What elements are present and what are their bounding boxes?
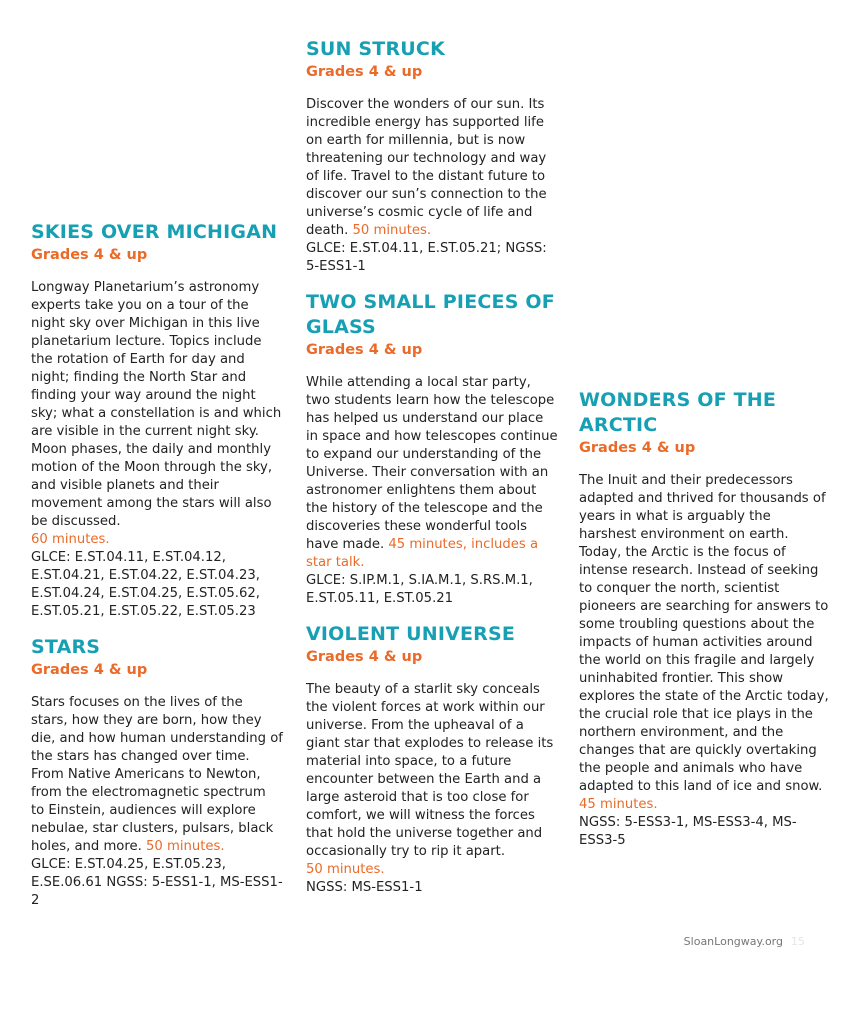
grades-label: Grades 4 & up: [31, 662, 148, 678]
section-two-small-pieces-of-glass: [306, 290, 558, 608]
grades-label: Grades 4 & up: [306, 64, 423, 80]
section-description: [31, 694, 283, 856]
grades-label: Grades 4 & up: [579, 440, 696, 456]
column-3: [579, 388, 831, 864]
standards: NGSS: 5-ESS3-1, MS-ESS3-4, MS-ESS3-5: [579, 815, 797, 848]
section-violent-universe: [306, 622, 558, 897]
section-sun-struck: [306, 37, 558, 276]
section-wonders-of-the-arctic: [579, 388, 831, 850]
standards: NGSS: MS-ESS1-1: [306, 880, 423, 895]
description-text: While attending a local star party, two students learn how the telescope has helped us understand our place in space and how telescopes continue to expand our understanding of the Universe. Their conversation with an astronomer enlightens them about the history of the telescope and the discoveries these wonderful tools have made.: [306, 375, 558, 552]
duration: 45 minutes, includes a star talk.: [306, 537, 539, 570]
description-text: Longway Planetarium’s astronomy experts take you on a tour of the night sky over Michigan in this live planetarium lecture. Topics include the rotation of Earth for day and night; finding the North Star and finding your way around the night sky; what a constellation is and which are visible in the current night sky. Moon phases, the daily and monthly motion of the Moon through the sky, and visible planets and their movement among the stars will also be discussed.: [31, 280, 282, 529]
section-skies-over-michigan: [31, 220, 283, 621]
section-description: [306, 681, 558, 879]
section-title: SKIES OVER MICHIGAN: [31, 221, 278, 243]
duration: 50 minutes.: [146, 839, 225, 854]
section-title: STARS: [31, 636, 101, 658]
duration: 60 minutes.: [31, 532, 110, 547]
section-description: [31, 279, 283, 549]
duration: 50 minutes.: [306, 862, 385, 877]
duration: 50 minutes.: [352, 223, 432, 238]
section-title: VIOLENT UNIVERSE: [306, 623, 516, 645]
column-1: [31, 220, 283, 924]
standards: GLCE: E.ST.04.11, E.ST.05.21; NGSS: 5-ESS1-1: [306, 241, 547, 274]
section-description: [306, 374, 558, 572]
grades-label: Grades 4 & up: [31, 247, 148, 263]
section-title: SUN STRUCK: [306, 38, 445, 60]
description-text: The beauty of a starlit sky conceals the violent forces at work within our universe. From the upheaval of a giant star that explodes to release its material into space, to a future encounter between the Earth and a large asteroid that is too close for comfort, we will witness the forces that hold the universe together and occasionally try to rip it apart.: [306, 682, 554, 859]
standards: GLCE: E.ST.04.25, E.ST.05.23, E.SE.06.61 NGSS: 5-ESS1-1, MS-ESS1-2: [31, 857, 283, 908]
description-text: Discover the wonders of our sun. Its incredible energy has supported life on earth for millennia, but is now threatening our technology and way of life. Travel to the distant future to discover our sun’s connection to the universe’s cosmic cycle of life and death.: [306, 97, 547, 238]
grades-label: Grades 4 & up: [306, 649, 423, 665]
section-stars: [31, 635, 283, 910]
section-title: TWO SMALL PIECES OF GLASS: [306, 291, 555, 338]
section-description: [306, 96, 558, 240]
grades-label: Grades 4 & up: [306, 342, 423, 358]
standards: GLCE: E.ST.04.11, E.ST.04.12, E.ST.04.21, E.ST.04.22, E.ST.04.23, E.ST.04.24, E.ST.04.25, E.ST.05.62, E.ST.05.21, E.ST.05.22, E.ST.05.23: [31, 550, 260, 619]
page-number: 15: [791, 935, 805, 948]
duration: 45 minutes.: [579, 797, 658, 812]
website-link[interactable]: SloanLongway.org: [683, 935, 783, 948]
section-description: [579, 472, 831, 814]
standards: GLCE: S.IP.M.1, S.IA.M.1, S.RS.M.1, E.ST.05.11, E.ST.05.21: [306, 573, 533, 606]
section-title: WONDERS OF THE ARCTIC: [579, 389, 777, 436]
description-text: The Inuit and their predecessors adapted and thrived for thousands of years in what is arguably the harshest environment on earth. Today, the Arctic is the focus of intense research. Instead of seeking to conquer the north, scientist pioneers are searching for answers to some troubling questions about the impacts of human activities around the world on this fragile and largely uninhabited frontier. This show explores the state of the Arctic today, the crucial role that ice plays in the northern environment, and the changes that are quickly overtaking the people and animals who have adapted to this land of ice and snow.: [579, 473, 829, 794]
page-footer: [684, 935, 805, 948]
description-text: Stars focuses on the lives of the stars, how they are born, how they die, and how human understanding of the stars has changed over time. From Native Americans to Newton, from the electromagnetic spectrum to Einstein, audiences will explore nebulae, star clusters, pulsars, black holes, and more.: [31, 695, 283, 854]
column-2: [306, 37, 558, 911]
